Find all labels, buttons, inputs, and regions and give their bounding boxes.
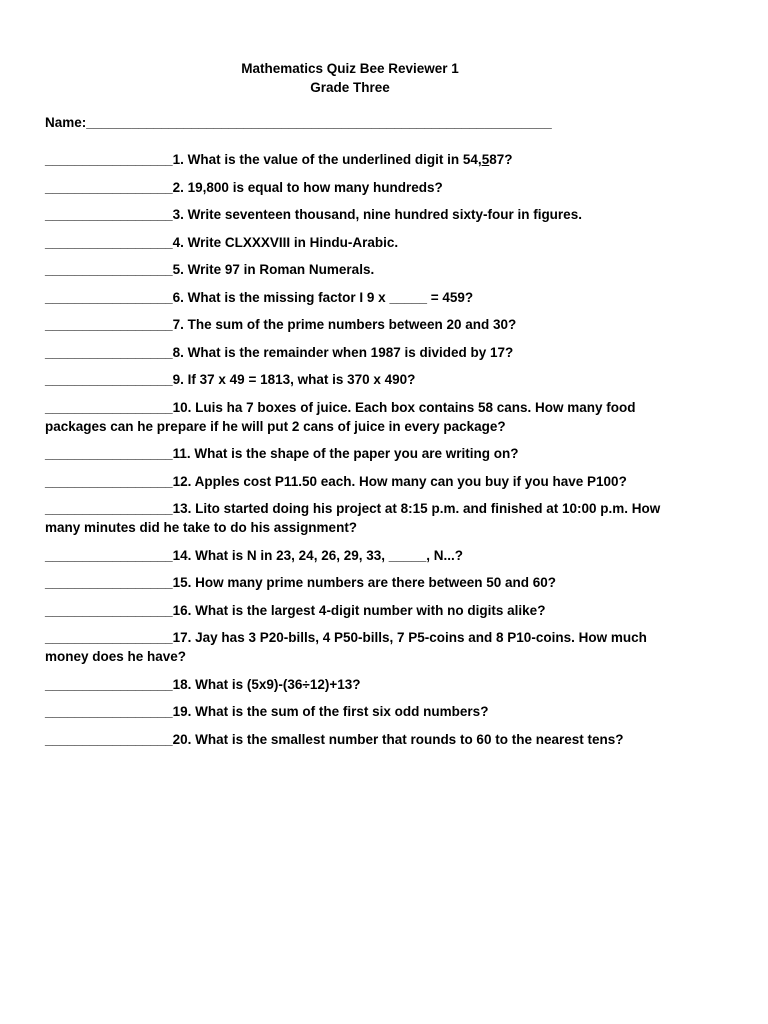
answer-blank[interactable]: _________________: [45, 372, 173, 387]
worksheet-subtitle: Grade Three: [310, 80, 390, 95]
name-label: Name:: [45, 115, 87, 130]
name-blank[interactable]: ______________________________________________________________: [86, 115, 552, 130]
question-item: [45, 150, 665, 169]
question-text: 9. If 37 x 49 = 1813, what is 370 x 490?: [172, 372, 416, 387]
question-text: 18. What is (5x9)-(36÷12)+13?: [172, 676, 361, 692]
question-text: 7. The sum of the prime numbers between 20 and 30?: [172, 317, 517, 332]
answer-blank[interactable]: _________________: [45, 704, 173, 719]
answer-blank[interactable]: _________________: [45, 575, 173, 590]
answer-blank[interactable]: _________________: [45, 152, 173, 167]
answer-blank[interactable]: _________________: [45, 317, 173, 332]
answer-blank[interactable]: _________________: [45, 731, 173, 747]
question-text: 16. What is the largest 4-digit number with no digits alike?: [172, 602, 546, 618]
question-text: 19. What is the sum of the first six odd numbers?: [172, 704, 489, 719]
question-item: [45, 343, 665, 362]
question-text: 8. What is the remainder when 1987 is divided by 17?: [172, 344, 514, 360]
answer-blank[interactable]: _________________: [45, 344, 173, 360]
question-item: [45, 233, 665, 252]
worksheet-title: Mathematics Quiz Bee Reviewer 1: [241, 61, 459, 76]
worksheet-header: [0, 59, 700, 97]
answer-blank[interactable]: _________________: [45, 602, 173, 618]
question-item: [45, 288, 665, 307]
answer-blank[interactable]: _________________: [45, 547, 173, 563]
question-item: [45, 398, 665, 436]
question-text: 3. Write seventeen thousand, nine hundred sixty-four in figures.: [172, 207, 582, 222]
answer-blank[interactable]: _________________: [45, 501, 173, 516]
question-text: 14. What is N in 23, 24, 26, 29, 33, _____, N...?: [172, 547, 464, 563]
question-text: 4. Write CLXXXVIII in Hindu-Arabic.: [172, 234, 399, 250]
question-item: [45, 499, 665, 537]
question-text: 15. How many prime numbers are there between 50 and 60?: [172, 575, 557, 590]
answer-blank[interactable]: _________________: [45, 179, 173, 195]
question-item: [45, 444, 665, 463]
question-text: 20. What is the smallest number that rounds to 60 to the nearest tens?: [172, 731, 624, 747]
answer-blank[interactable]: _________________: [45, 473, 173, 489]
question-item: [45, 675, 665, 694]
question-item: [45, 730, 665, 749]
question-item: [45, 260, 665, 279]
question-text: 6. What is the missing factor I 9 x _____ = 459?: [172, 289, 474, 305]
name-field[interactable]: [45, 115, 552, 130]
question-text: 5. Write 97 in Roman Numerals.: [172, 262, 375, 277]
question-item: [45, 472, 665, 491]
question-text-end: 87?: [489, 152, 513, 167]
question-item: [45, 601, 665, 620]
answer-blank[interactable]: _________________: [45, 262, 173, 277]
question-item: [45, 628, 665, 666]
question-text: 2. 19,800 is equal to how many hundreds?: [172, 179, 443, 195]
question-text: 17. Jay has 3 P20-bills, 4 P50-bills, 7 P5-coins and 8 P10-coins. How much money does he have?: [45, 630, 647, 664]
answer-blank[interactable]: _________________: [45, 630, 173, 645]
question-item: [45, 546, 665, 565]
question-text: 10. Luis ha 7 boxes of juice. Each box contains 58 cans. How many food packages can he prepare if he will put 2 cans of juice in every package?: [45, 399, 636, 434]
answer-blank[interactable]: _________________: [45, 289, 173, 305]
question-item: [45, 315, 665, 334]
question-item: [45, 573, 665, 592]
question-list: [45, 150, 665, 757]
question-text: 13. Lito started doing his project at 8:15 p.m. and finished at 10:00 p.m. How many minutes did he take to do his assignment?: [45, 501, 661, 535]
answer-blank[interactable]: _________________: [45, 234, 173, 250]
question-item: [45, 370, 665, 389]
question-item: [45, 178, 665, 197]
answer-blank[interactable]: _________________: [45, 676, 173, 692]
answer-blank[interactable]: _________________: [45, 446, 173, 461]
question-text: 12. Apples cost P11.50 each. How many can you buy if you have P100?: [172, 473, 627, 489]
question-item: [45, 205, 665, 224]
question-text: 1. What is the value of the underlined digit in 54,: [172, 152, 482, 167]
question-item: [45, 702, 665, 721]
answer-blank[interactable]: _________________: [45, 399, 173, 415]
underlined-digit: 5: [481, 152, 490, 167]
answer-blank[interactable]: _________________: [45, 207, 173, 222]
question-text: 11. What is the shape of the paper you are writing on?: [172, 446, 519, 461]
